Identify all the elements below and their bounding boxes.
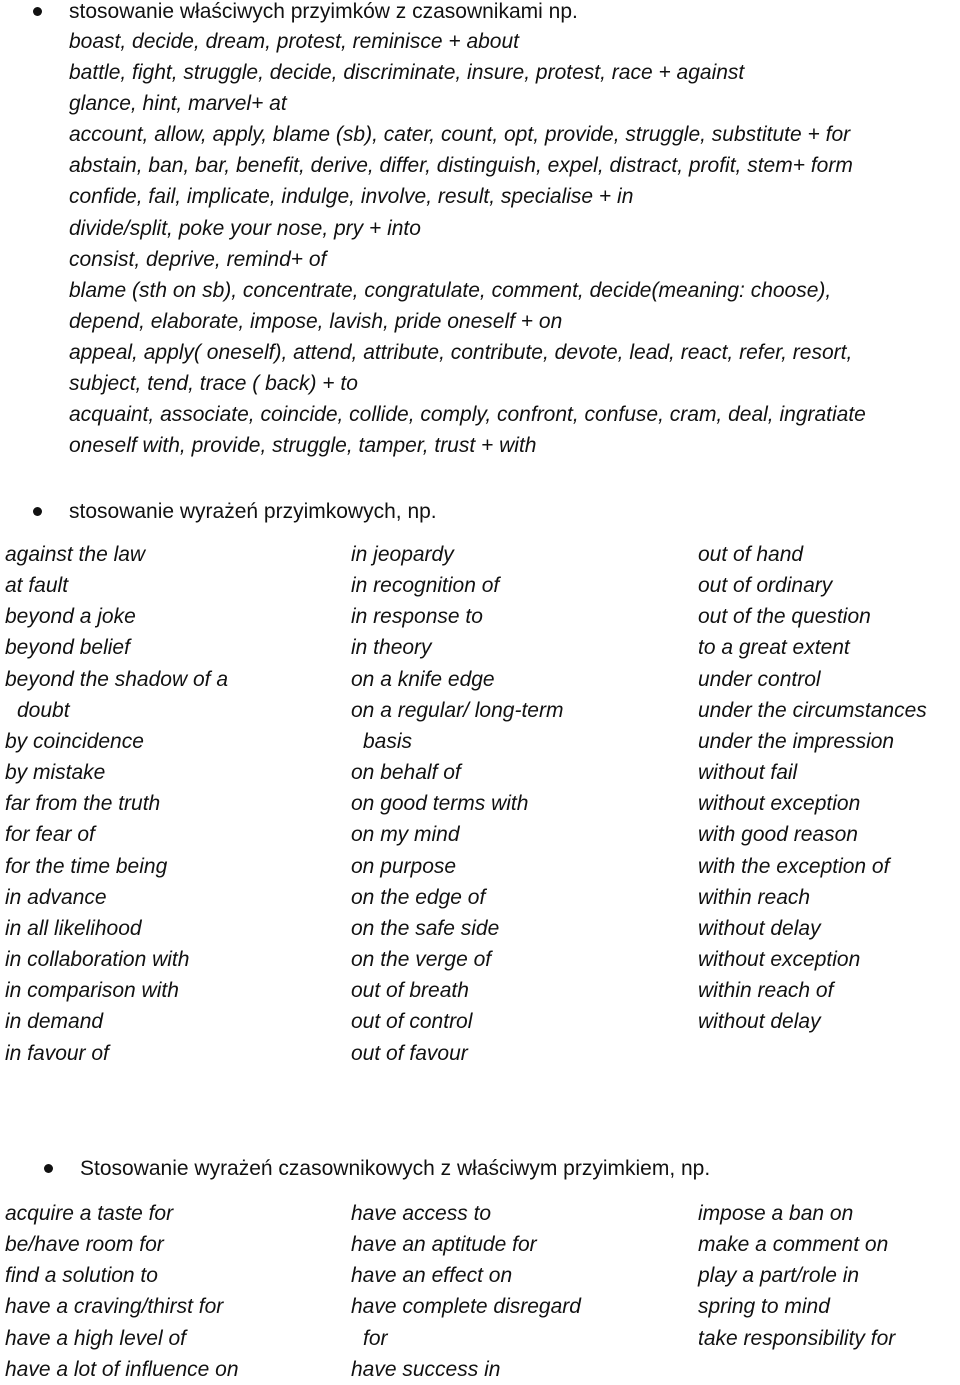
list-item: without delay <box>698 1010 821 1034</box>
list-line: depend, elaborate, impose, lavish, pride oneself + on <box>69 309 563 333</box>
list-line: consist, deprive, remind+ of <box>69 247 327 271</box>
phrase-column-3 <box>698 539 927 1038</box>
list-line: account, allow, apply, blame (sb), cater, count, opt, provide, struggle, substitute + for <box>69 123 851 147</box>
list-line: appeal, apply( oneself), attend, attribute, contribute, devote, lead, react, refer, resort, <box>69 340 853 364</box>
list-item: have success in <box>351 1357 501 1381</box>
list-line: boast, decide, dream, protest, reminisce + about <box>69 30 519 53</box>
bullet-icon <box>33 507 42 516</box>
list-item: without delay <box>698 916 821 940</box>
list-item: on the edge of <box>351 885 486 909</box>
verb-preposition-list <box>69 26 959 461</box>
phrase-column-2 <box>351 539 563 1069</box>
list-item: for the time being <box>5 854 168 878</box>
list-item: far from the truth <box>5 792 161 816</box>
list-item: play a part/role in <box>698 1264 860 1288</box>
list-item: in recognition of <box>351 574 500 598</box>
list-item: spring to mind <box>698 1295 830 1319</box>
list-item: to a great extent <box>698 636 850 660</box>
list-item: take responsibility for <box>698 1326 896 1350</box>
list-item: out of the question <box>698 605 871 629</box>
section-heading-verbs-prepositions: stosowanie właściwych przyimków z czasownikami np. <box>69 0 578 23</box>
list-line: abstain, ban, bar, benefit, derive, differ, distinguish, expel, distract, profit, stem+ form <box>69 154 853 178</box>
list-item: at fault <box>5 574 69 598</box>
list-line: oneself with, provide, struggle, tamper, trust + with <box>69 434 537 458</box>
list-item: have an aptitude for <box>351 1233 537 1257</box>
list-item: within reach of <box>698 979 834 1003</box>
list-item: be/have room for <box>5 1233 164 1257</box>
list-item: in comparison with <box>5 979 179 1003</box>
bullet-icon <box>33 7 42 16</box>
list-item: out of hand <box>698 543 804 566</box>
list-item: on the verge of <box>351 948 492 972</box>
list-item: for fear of <box>5 823 95 847</box>
verb-phrase-column-1 <box>5 1198 239 1385</box>
list-item: on a knife edge <box>351 667 495 691</box>
list-item: have a craving/thirst for <box>5 1295 224 1319</box>
list-item: with good reason <box>698 823 858 847</box>
list-item: without exception <box>698 792 861 816</box>
list-item: on behalf of <box>351 761 461 785</box>
list-item: in advance <box>5 885 107 909</box>
list-item: under the impression <box>698 729 895 753</box>
list-line: battle, fight, struggle, decide, discriminate, insure, protest, race + against <box>69 61 745 85</box>
list-item: on purpose <box>351 854 457 878</box>
list-item: on my mind <box>351 823 460 847</box>
list-item: in demand <box>5 1010 104 1034</box>
list-item: within reach <box>698 885 811 909</box>
list-item: have complete disregard <box>351 1295 581 1319</box>
list-item: in favour of <box>5 1041 109 1065</box>
list-item: in all likelihood <box>5 916 142 940</box>
list-item: basis <box>363 729 413 753</box>
list-item: against the law <box>5 543 146 566</box>
list-item: without fail <box>698 761 798 785</box>
list-item: have a high level of <box>5 1326 186 1350</box>
list-line: acquaint, associate, coincide, collide, comply, confront, confuse, cram, deal, ingratiate <box>69 403 866 427</box>
list-item: have a lot of influence on <box>5 1357 239 1381</box>
list-item: in theory <box>351 636 432 660</box>
list-item: on the safe side <box>351 916 500 940</box>
list-item: doubt <box>17 698 70 722</box>
list-item: impose a ban on <box>698 1202 854 1225</box>
list-item: without exception <box>698 948 861 972</box>
list-item: by coincidence <box>5 729 144 753</box>
list-item: with the exception of <box>698 854 890 878</box>
list-item: out of control <box>351 1010 473 1034</box>
list-line: blame (sth on sb), concentrate, congratulate, comment, decide(meaning: choose), <box>69 278 832 302</box>
list-line: glance, hint, marvel+ at <box>69 92 287 116</box>
list-item: make a comment on <box>698 1233 889 1257</box>
section-heading-verb-phrases: Stosowanie wyrażeń czasownikowych z właściwym przyimkiem, np. <box>80 1157 711 1180</box>
verb-phrase-column-3 <box>698 1198 895 1354</box>
list-line: divide/split, poke your nose, pry + into <box>69 216 421 240</box>
list-item: have access to <box>351 1202 492 1225</box>
list-item: under the circumstances <box>698 698 927 722</box>
list-item: have an effect on <box>351 1264 513 1288</box>
list-item: out of ordinary <box>698 574 833 598</box>
list-item: out of favour <box>351 1041 468 1065</box>
phrase-column-1 <box>5 539 228 1069</box>
list-line: confide, fail, implicate, indulge, involve, result, specialise + in <box>69 185 634 209</box>
section-heading-prepositional-phrases: stosowanie wyrażeń przyimkowych, np. <box>69 500 437 523</box>
list-line: subject, tend, trace ( back) + to <box>69 372 358 396</box>
list-item: by mistake <box>5 761 106 785</box>
bullet-icon <box>44 1164 53 1173</box>
list-item: on good terms with <box>351 792 529 816</box>
list-item: beyond the shadow of a <box>5 667 229 691</box>
list-item: find a solution to <box>5 1264 158 1288</box>
list-item: on a regular/ long-term <box>351 698 564 722</box>
list-item: in jeopardy <box>351 543 454 566</box>
list-item: beyond a joke <box>5 605 136 629</box>
list-item: for <box>363 1326 388 1350</box>
list-item: beyond belief <box>5 636 130 660</box>
list-item: acquire a taste for <box>5 1202 174 1225</box>
list-item: in collaboration with <box>5 948 190 972</box>
list-item: out of breath <box>351 979 469 1003</box>
list-item: in response to <box>351 605 483 629</box>
verb-phrase-column-2 <box>351 1198 581 1385</box>
list-item: under control <box>698 667 821 691</box>
